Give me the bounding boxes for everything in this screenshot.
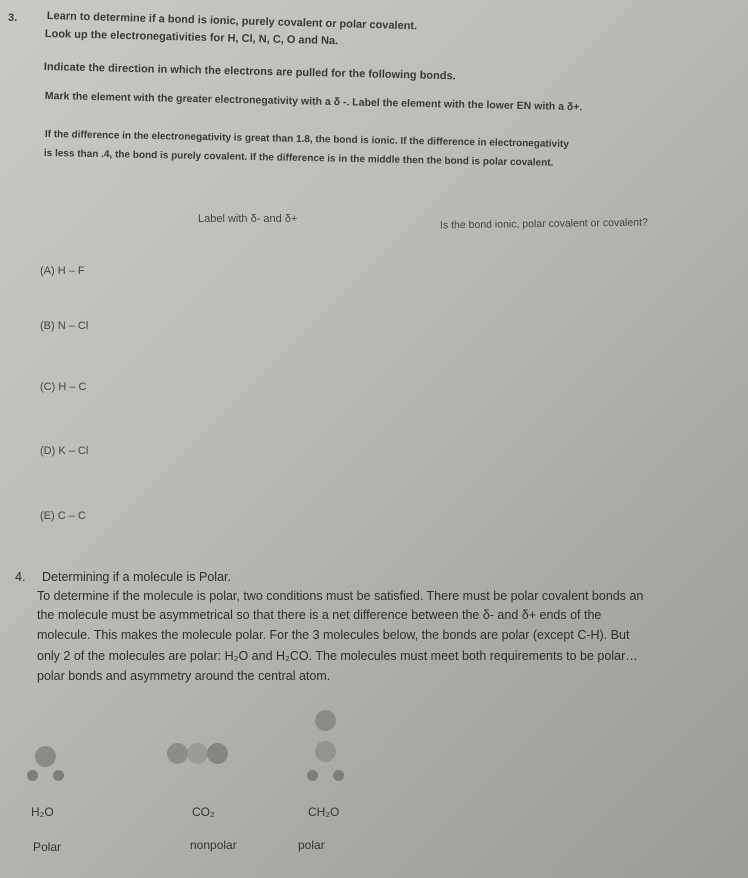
h2o-polarity-label: Polar: [33, 840, 62, 854]
ch2o-formula-label: CH₂O: [308, 805, 340, 819]
oxygen-atom-circle: [315, 710, 336, 731]
question-4-title: Determining if a molecule is Polar.: [42, 570, 231, 584]
carbon-atom-circle: [187, 743, 208, 764]
column-header-label: Label with δ- and δ+: [198, 213, 298, 225]
bond-item-c: (C) H – C: [40, 381, 87, 393]
question-3-rule-line-1: If the difference in the electronegativity is great than 1.8, the bond is ionic. If the difference in electronegativity: [44, 129, 569, 151]
bond-item-e: (E) C – C: [40, 510, 86, 522]
bond-item-a: (A) H – F: [40, 265, 85, 277]
bond-item-d: (D) K – Cl: [40, 445, 89, 457]
question-4-number: 4.: [15, 570, 26, 584]
bond-item-b: (B) N – Cl: [40, 320, 89, 332]
question-3-lookup: Look up the electronegativities for H, Cl, N, C, O and Na.: [44, 28, 339, 48]
co2-formula-label: CO₂: [192, 805, 215, 819]
hydrogen-atom-circle: [307, 770, 318, 781]
question-4-line-2: the molecule must be asymmetrical so that there is a net difference between the δ- and δ+ ends of the: [37, 608, 602, 622]
hydrogen-atom-circle: [333, 770, 344, 781]
question-4-line-1: To determine if the molecule is polar, two conditions must be satisfied. There must be polar covalent bonds an: [37, 589, 644, 603]
co2-polarity-label: nonpolar: [190, 838, 237, 852]
question-3-mark: Mark the element with the greater electronegativity with a δ -. Label the element with the lower EN with a δ+.: [44, 90, 583, 114]
oxygen-atom-circle: [35, 746, 56, 767]
question-3-title: Learn to determine if a bond is ionic, purely covalent or polar covalent.: [46, 10, 418, 33]
question-4-line-4: only 2 of the molecules are polar: H₂O and H₂CO. The molecules must meet both requirements to be polar…: [37, 649, 638, 663]
h2o-formula-label: H₂O: [31, 805, 54, 819]
oxygen-atom-circle: [207, 743, 228, 764]
hydrogen-atom-circle: [27, 770, 38, 781]
ch2o-polarity-label: polar: [298, 838, 325, 852]
oxygen-atom-circle: [167, 743, 188, 764]
carbon-atom-circle: [315, 741, 336, 762]
question-3-number: 3.: [8, 12, 18, 24]
question-3-rule-line-2: is less than .4, the bond is purely covalent. If the difference is in the middle then the bond is polar covalent.: [43, 148, 554, 169]
question-4-line-3: molecule. This makes the molecule polar. For the 3 molecules below, the bonds are polar (except C-H). But: [37, 628, 630, 642]
hydrogen-atom-circle: [53, 770, 64, 781]
question-4-line-5: polar bonds and asymmetry around the central atom.: [37, 669, 331, 683]
question-3-indicate: Indicate the direction in which the electrons are pulled for the following bonds.: [43, 61, 456, 83]
column-header-bond-type: Is the bond ionic, polar covalent or covalent?: [439, 216, 648, 232]
